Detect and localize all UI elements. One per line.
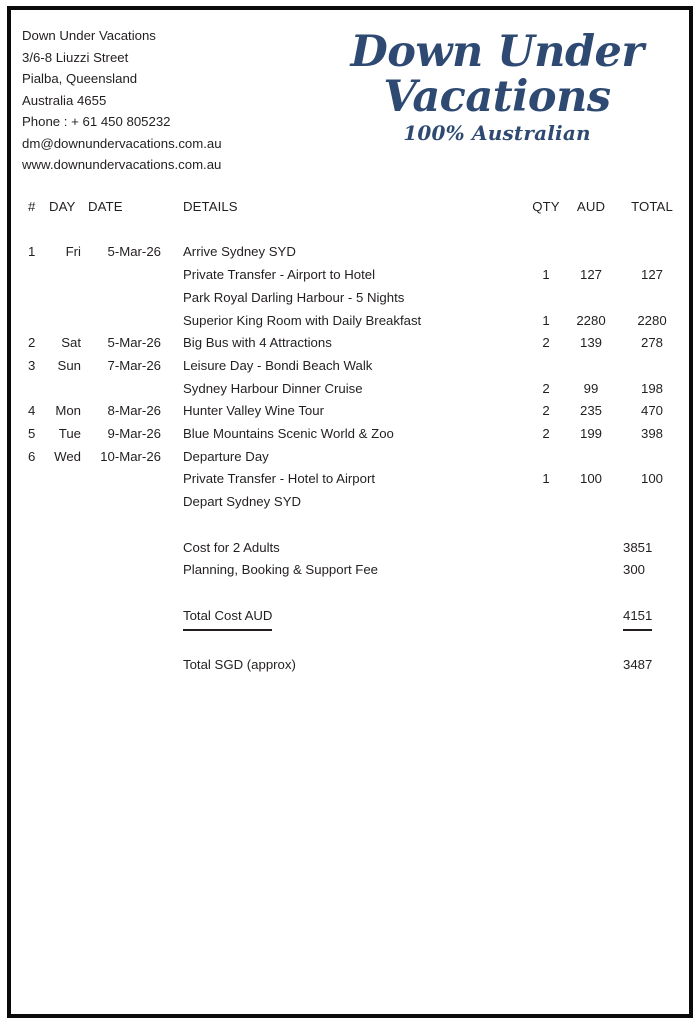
table-row: [11, 400, 683, 423]
row-details: Hunter Valley Wine Tour: [183, 403, 324, 419]
empty-cell: [11, 605, 45, 632]
row-day: [45, 468, 85, 491]
row-qty: 1: [542, 471, 550, 487]
row-num: 2: [28, 335, 36, 351]
row-total: [617, 446, 683, 469]
total-aud-label: [175, 605, 527, 632]
empty-cell: [527, 537, 565, 560]
row-total: [617, 287, 683, 310]
address-email[interactable]: dm@downundervacations.com.au: [22, 135, 222, 151]
row-day: Sat: [61, 335, 81, 351]
spacer-cell: [11, 514, 683, 537]
row-aud: 235: [579, 403, 602, 419]
row-day: [45, 378, 85, 401]
table-row: [11, 378, 683, 401]
table-row: [11, 310, 683, 333]
row-details: Superior King Room with Daily Breakfast: [183, 312, 422, 328]
row-day: Wed: [54, 448, 81, 464]
row-date: 5-Mar-26: [107, 244, 161, 260]
row-num: 6: [28, 448, 36, 464]
row-details: Private Transfer - Hotel to Airport: [183, 471, 376, 487]
row-total: 100: [640, 471, 663, 487]
column-header-total: TOTAL: [631, 199, 673, 214]
summary-row-fee: [11, 559, 683, 582]
row-total: 198: [640, 380, 663, 396]
address-suburb: Pialba, Queensland: [22, 71, 138, 86]
row-day: [45, 491, 85, 514]
empty-cell: [565, 654, 617, 677]
row-num: [11, 287, 45, 310]
empty-cell: [11, 537, 45, 560]
total-gap: [11, 582, 683, 605]
total-sgd-value: 3487: [623, 657, 653, 672]
empty-cell: [45, 537, 85, 560]
row-aud: 127: [579, 267, 602, 283]
row-details: Blue Mountains Scenic World & Zoo: [183, 426, 394, 442]
column-header-details: DETAILS: [183, 199, 238, 214]
row-details: Big Bus with 4 Attractions: [183, 335, 332, 351]
row-date: 9-Mar-26: [107, 426, 161, 442]
spacer-cell: [11, 582, 683, 605]
table-row: [11, 287, 683, 310]
row-num: 1: [28, 244, 36, 260]
sgd-gap: [11, 631, 683, 654]
address-website[interactable]: www.downundervacations.com.au: [22, 157, 222, 172]
row-date: [85, 378, 175, 401]
row-num: [11, 468, 45, 491]
empty-cell: [527, 654, 565, 677]
row-num: 3: [28, 357, 36, 373]
row-aud: 2280: [576, 312, 606, 328]
row-date: [85, 468, 175, 491]
row-date: 8-Mar-26: [107, 403, 161, 419]
spacer-cell: [11, 219, 683, 242]
row-qty: 1: [542, 267, 550, 283]
row-details: Arrive Sydney SYD: [183, 244, 296, 260]
column-header-num: #: [28, 199, 36, 214]
row-day: Sun: [57, 357, 81, 373]
table-row: [11, 491, 683, 514]
row-day: Fri: [65, 244, 81, 260]
summary-gap: [11, 514, 683, 537]
row-details: Depart Sydney SYD: [183, 494, 302, 510]
row-num: [11, 378, 45, 401]
page-border: [7, 6, 693, 1018]
row-date: [85, 310, 175, 333]
row-num: [11, 491, 45, 514]
address-country: Australia 4655: [22, 92, 107, 108]
table-row: [11, 468, 683, 491]
header-spacer: [11, 219, 683, 242]
table-row: [11, 241, 683, 264]
company-logo: [311, 27, 683, 146]
row-details: Leisure Day - Bondi Beach Walk: [183, 357, 373, 373]
column-header-date: DATE: [88, 199, 123, 214]
row-total: [617, 491, 683, 514]
table-row: [11, 264, 683, 287]
empty-cell: [11, 654, 45, 677]
address-street: 3/6-8 Liuzzi Street: [22, 49, 129, 65]
row-qty: 2: [542, 380, 550, 396]
itinerary-table: [11, 196, 683, 677]
logo-tagline: 100% Australian: [403, 121, 591, 145]
row-aud: [565, 491, 617, 514]
row-qty: [527, 446, 565, 469]
row-qty: 2: [542, 403, 550, 419]
table-row: [11, 355, 683, 378]
column-header-qty: QTY: [532, 199, 560, 214]
column-header-aud: AUD: [576, 199, 606, 214]
total-aud-value-text: 4151: [623, 605, 652, 632]
company-address-block: [22, 25, 222, 176]
table-row: [11, 423, 683, 446]
empty-cell: [45, 559, 85, 582]
empty-cell: [565, 559, 617, 582]
row-aud: 199: [579, 426, 602, 442]
row-day: [45, 310, 85, 333]
row-qty: [527, 241, 565, 264]
summary-row-cost: [11, 537, 683, 560]
row-aud: [565, 287, 617, 310]
row-qty: 1: [542, 312, 550, 328]
empty-cell: [565, 605, 617, 632]
row-num: 5: [28, 426, 36, 442]
summary-row-total-sgd: [11, 654, 683, 677]
row-details: Departure Day: [183, 448, 269, 464]
row-date: 7-Mar-26: [107, 357, 161, 373]
row-aud: 99: [583, 380, 599, 396]
address-phone: Phone : + 61 450 805232: [22, 114, 171, 129]
row-date: 5-Mar-26: [107, 335, 161, 351]
row-details: Park Royal Darling Harbour - 5 Nights: [183, 289, 405, 305]
row-aud: [565, 446, 617, 469]
row-num: 4: [28, 403, 36, 419]
row-qty: 2: [542, 335, 550, 351]
table-header-row: [11, 196, 683, 219]
fee-value: 300: [623, 562, 646, 578]
itinerary-sheet: [11, 196, 689, 677]
row-date: [85, 287, 175, 310]
row-date: 10-Mar-26: [100, 448, 161, 464]
row-aud: [565, 241, 617, 264]
row-aud: [565, 355, 617, 378]
spacer-cell: [11, 631, 683, 654]
row-day: [45, 264, 85, 287]
row-qty: [527, 355, 565, 378]
row-total: 398: [640, 426, 663, 442]
row-date: [85, 491, 175, 514]
empty-cell: [11, 559, 45, 582]
row-date: [85, 264, 175, 287]
row-total: 127: [640, 267, 663, 283]
total-sgd-label: Total SGD (approx): [183, 657, 296, 672]
empty-cell: [85, 559, 175, 582]
logo-line-1: Down Under: [350, 27, 644, 77]
empty-cell: [85, 654, 175, 677]
row-qty: [527, 491, 565, 514]
row-details: Sydney Harbour Dinner Cruise: [183, 380, 363, 396]
total-aud-label-text: Total Cost AUD: [183, 605, 272, 632]
row-qty: [527, 287, 565, 310]
row-total: [617, 355, 683, 378]
row-day: [45, 287, 85, 310]
row-total: 2280: [637, 312, 667, 328]
empty-cell: [85, 605, 175, 632]
row-day: Mon: [55, 403, 81, 419]
row-details: Private Transfer - Airport to Hotel: [183, 267, 376, 283]
summary-row-total-aud: [11, 605, 683, 632]
row-num: [11, 310, 45, 333]
column-header-day: DAY: [49, 199, 76, 214]
logo-line-2: Vacations: [383, 72, 611, 122]
row-num: [11, 264, 45, 287]
document-header: [11, 10, 689, 188]
row-aud: 139: [579, 335, 602, 351]
row-total: [617, 241, 683, 264]
empty-cell: [45, 654, 85, 677]
row-total: 278: [640, 335, 663, 351]
page-content: [11, 10, 689, 1014]
row-day: Tue: [58, 426, 81, 442]
cost-label: Cost for 2 Adults: [183, 539, 280, 555]
table-row: [11, 332, 683, 355]
total-aud-value: [617, 605, 683, 632]
table-row: [11, 446, 683, 469]
company-name: Down Under Vacations: [22, 28, 156, 43]
row-aud: 100: [579, 471, 602, 487]
row-qty: 2: [542, 426, 550, 442]
empty-cell: [527, 605, 565, 632]
row-total: 470: [640, 403, 663, 419]
empty-cell: [85, 537, 175, 560]
empty-cell: [45, 605, 85, 632]
empty-cell: [565, 537, 617, 560]
fee-label: Planning, Booking & Support Fee: [183, 562, 379, 578]
empty-cell: [527, 559, 565, 582]
cost-value: 3851: [623, 539, 653, 555]
